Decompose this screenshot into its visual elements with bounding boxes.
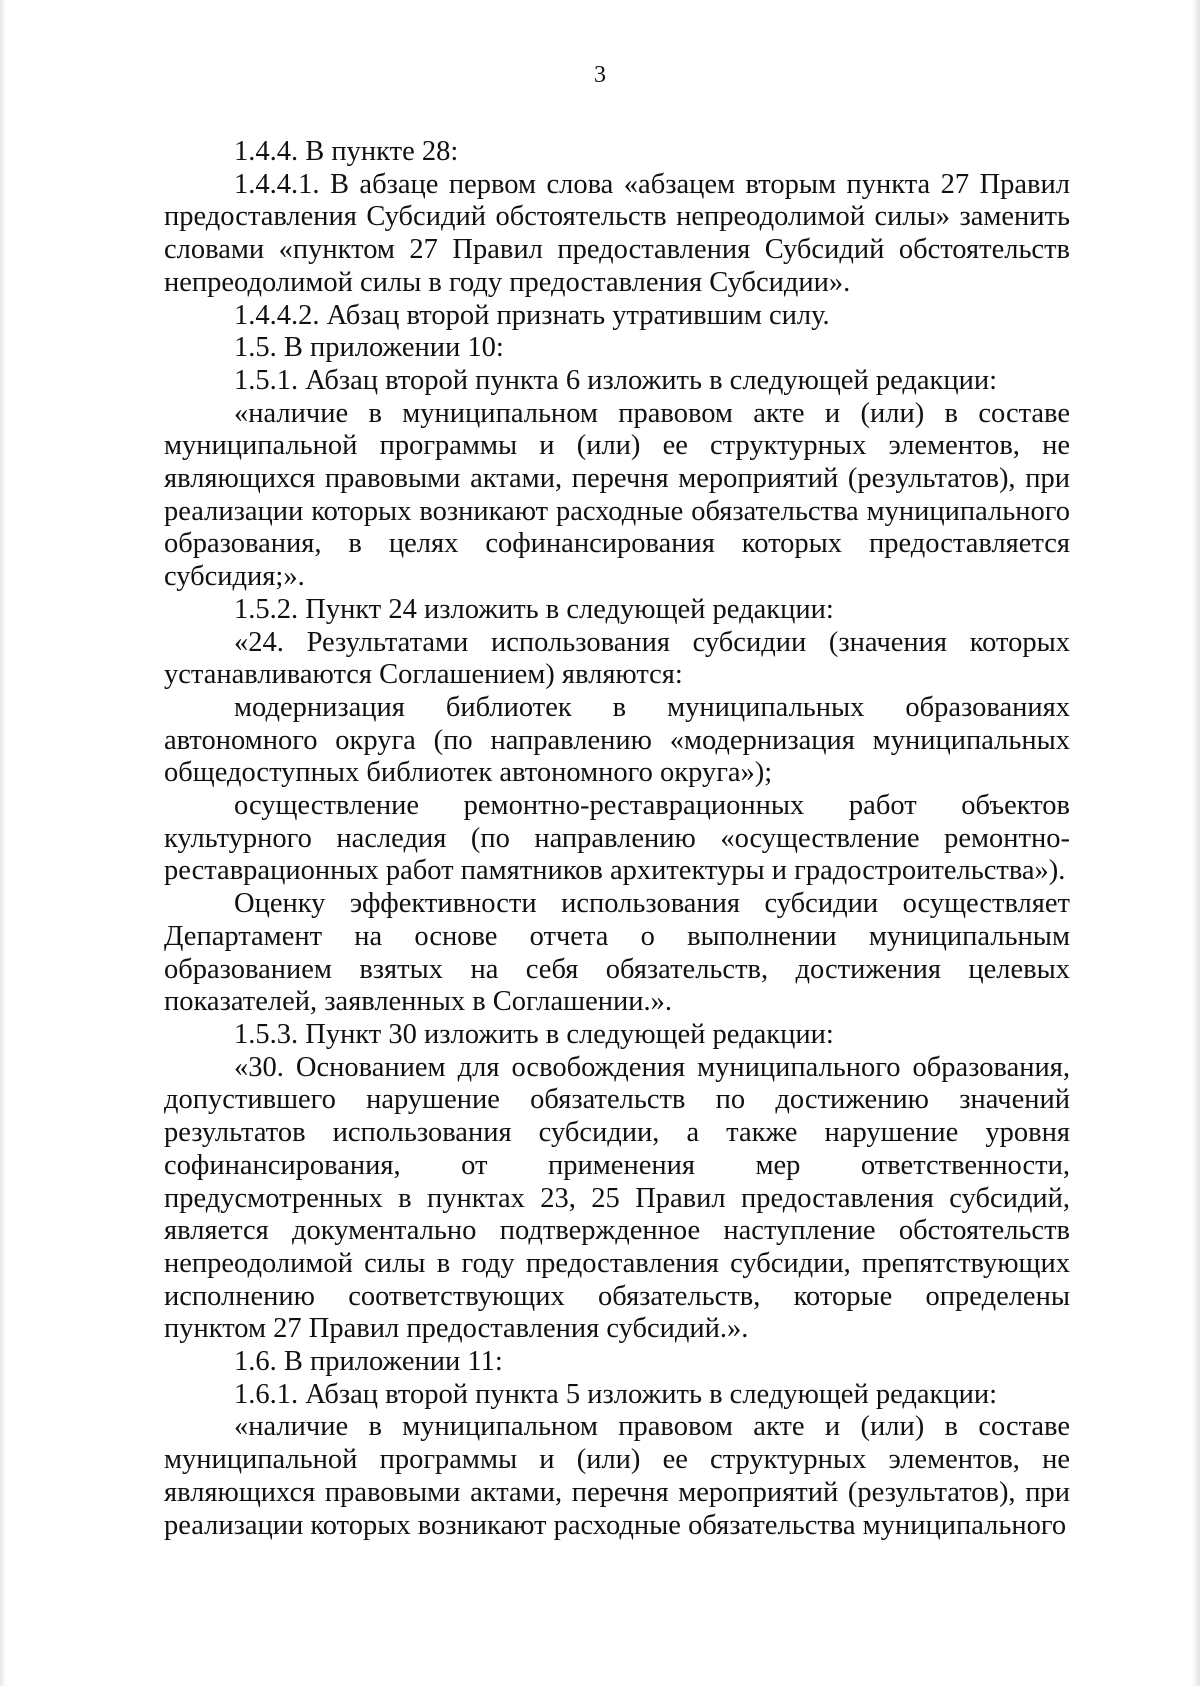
paragraph: 1.6. В приложении 11: bbox=[234, 1346, 503, 1378]
paragraph: 1.4.4.1. В абзаце первом слова «абзацем вторым пункта 27 Правил предоставления Субсидий обстоятельств непреодолимой силы» заменить словами «пунктом 27 Правил предоставления Субсидий обстоятельств непреодолимой силы в году предоставления Субсидии». bbox=[164, 168, 1070, 298]
paragraph: 1.5.3. Пункт 30 изложить в следующей редакции: bbox=[234, 1018, 834, 1050]
document-body bbox=[164, 136, 1070, 1542]
paragraph: 1.5.2. Пункт 24 изложить в следующей редакции: bbox=[234, 593, 834, 625]
paragraph: «24. Результатами использования субсидии (значения которых устанавливаются Соглашением) являются: bbox=[164, 626, 1070, 691]
paragraph: Оценку эффективности использования субсидии осуществляет Департамент на основе отчета о выполнении муниципальным образованием взятых на себя обязательств, достижения целевых показателей, заявленных в Соглашении.». bbox=[164, 888, 1070, 1018]
paragraph: 1.5.1. Абзац второй пункта 6 изложить в следующей редакции: bbox=[234, 364, 998, 396]
paragraph: «30. Основанием для освобождения муниципального образования, допустившего нарушение обязательств по достижению значений результатов использования субсидии, а также нарушение уровня софинансирования, от применения мер ответственности, предусмотренных в пунктах 23, 25 Правил предоставления субсидий, является документально подтвержденное наступление обстоятельств непреодолимой силы в году предоставления субсидии, препятствующих исполнению соответствующих обязательств, которые определены пунктом 27 Правил предоставления субсидий.». bbox=[164, 1051, 1070, 1345]
paragraph: 1.5. В приложении 10: bbox=[234, 332, 504, 364]
paragraph: осуществление ремонтно-реставрационных работ объектов культурного наследия (по направлению «осуществление ремонтно-реставрационных работ памятников архитектуры и градостроительства»). bbox=[164, 790, 1070, 887]
paragraph: 1.6.1. Абзац второй пункта 5 изложить в следующей редакции: bbox=[234, 1378, 998, 1410]
paragraph: «наличие в муниципальном правовом акте и (или) в составе муниципальной программы и (или) ее структурных элементов, не являющихся правовыми актами, перечня мероприятий (результатов), при реализации которых возникают расходные обязательства муниципального образования, в целях софинансирования которых предоставляется субсидия;». bbox=[164, 397, 1070, 593]
paragraph: 1.4.4.2. Абзац второй признать утратившим силу. bbox=[234, 299, 830, 331]
paragraph: 1.4.4. В пункте 28: bbox=[234, 136, 459, 167]
page-number: 3 bbox=[594, 62, 606, 88]
paragraph: модернизация библиотек в муниципальных образованиях автономного округа (по направлению «модернизация муниципальных общедоступных библиотек автономного округа»); bbox=[164, 691, 1070, 789]
scan-edge-right bbox=[1192, 0, 1200, 1686]
paragraph: «наличие в муниципальном правовом акте и (или) в составе муниципальной программы и (или) ее структурных элементов, не являющихся правовыми актами, перечня мероприятий (результатов), при реализации которых возникают расходные обязательства муниципального bbox=[164, 1411, 1070, 1541]
scan-edge-left bbox=[0, 0, 6, 1686]
